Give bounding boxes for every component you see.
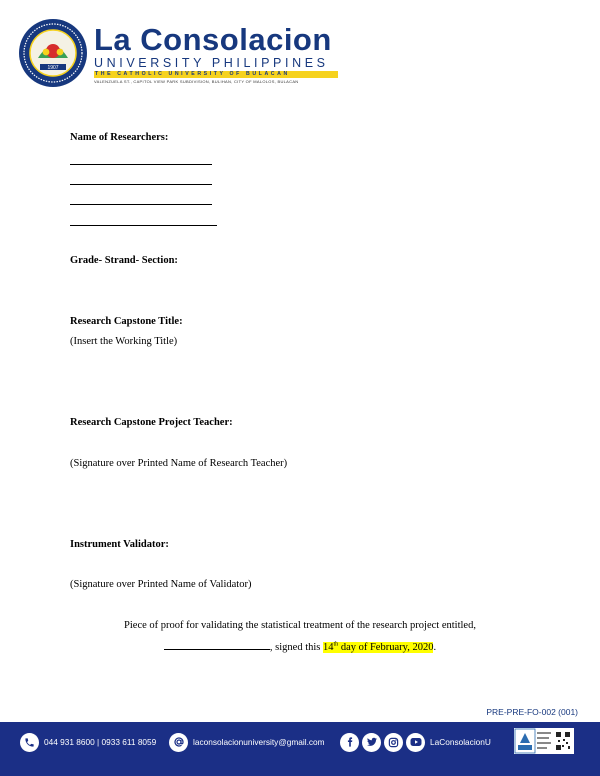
date-day-suffix: th	[333, 641, 339, 648]
youtube-icon[interactable]	[406, 733, 425, 752]
instrument-validator-label: Instrument Validator:	[70, 539, 169, 550]
researcher-line-2	[70, 184, 212, 185]
social-links	[340, 722, 491, 762]
qr-code-icon	[555, 731, 571, 751]
iso-certification-icon	[514, 728, 574, 754]
teacher-signature-hint: (Signature over Printed Name of Research Teacher)	[70, 458, 288, 469]
university-header	[18, 18, 348, 88]
capstone-title-hint: (Insert the Working Title)	[70, 336, 178, 347]
date-day: 14	[323, 642, 334, 653]
capstone-title-label: Research Capstone Title:	[70, 316, 183, 327]
twitter-icon[interactable]	[362, 733, 381, 752]
email-address[interactable]: laconsolacionuniversity@gmail.com	[193, 737, 325, 747]
phone-numbers: 044 931 8600 | 0933 611 8059	[44, 737, 157, 747]
at-icon	[169, 733, 188, 752]
university-brand	[94, 24, 338, 84]
certification-badges	[514, 728, 574, 754]
researcher-line-1	[70, 164, 212, 165]
researcher-line-3	[70, 204, 212, 205]
researchers-label: Name of Researchers:	[70, 132, 169, 143]
grade-strand-section-label: Grade- Strand- Section:	[70, 255, 178, 266]
highlighted-date	[323, 642, 433, 653]
proof-statement: Piece of proof for validating the statistical treatment of the research project entitled,	[124, 620, 476, 631]
social-handle[interactable]: LaConsolacionU	[430, 737, 491, 747]
phone-icon	[20, 733, 39, 752]
instagram-icon[interactable]	[384, 733, 403, 752]
validator-signature-hint: (Signature over Printed Name of Validator)	[70, 579, 252, 590]
email-contact	[169, 722, 325, 762]
document-code: PRE-PRE-FO-002 (001)	[486, 707, 578, 717]
facebook-icon[interactable]	[340, 733, 359, 752]
phone-contact	[20, 722, 156, 762]
svg-text:1907: 1907	[47, 65, 59, 71]
researcher-line-4	[70, 225, 217, 226]
end-period: .	[433, 642, 437, 653]
signed-text: , signed this	[269, 642, 321, 653]
contact-footer	[0, 722, 600, 776]
proof-signed-line	[0, 640, 600, 653]
university-tagline: THE CATHOLIC UNIVERSITY OF BULACAN	[94, 71, 338, 78]
university-seal-logo	[18, 18, 88, 88]
project-title-blank	[164, 640, 270, 650]
date-rest: day of February, 2020	[338, 642, 434, 653]
project-teacher-label: Research Capstone Project Teacher:	[70, 417, 233, 428]
university-address: VALENZUELA ST., CAPITOL VIEW PARK SUBDIVISION, BULIHAN, CITY OF MALOLOS, BULACAN	[94, 79, 299, 84]
university-name: La Consolacion	[94, 22, 332, 57]
university-subtitle: UNIVERSITY PHILIPPINES	[94, 56, 329, 70]
